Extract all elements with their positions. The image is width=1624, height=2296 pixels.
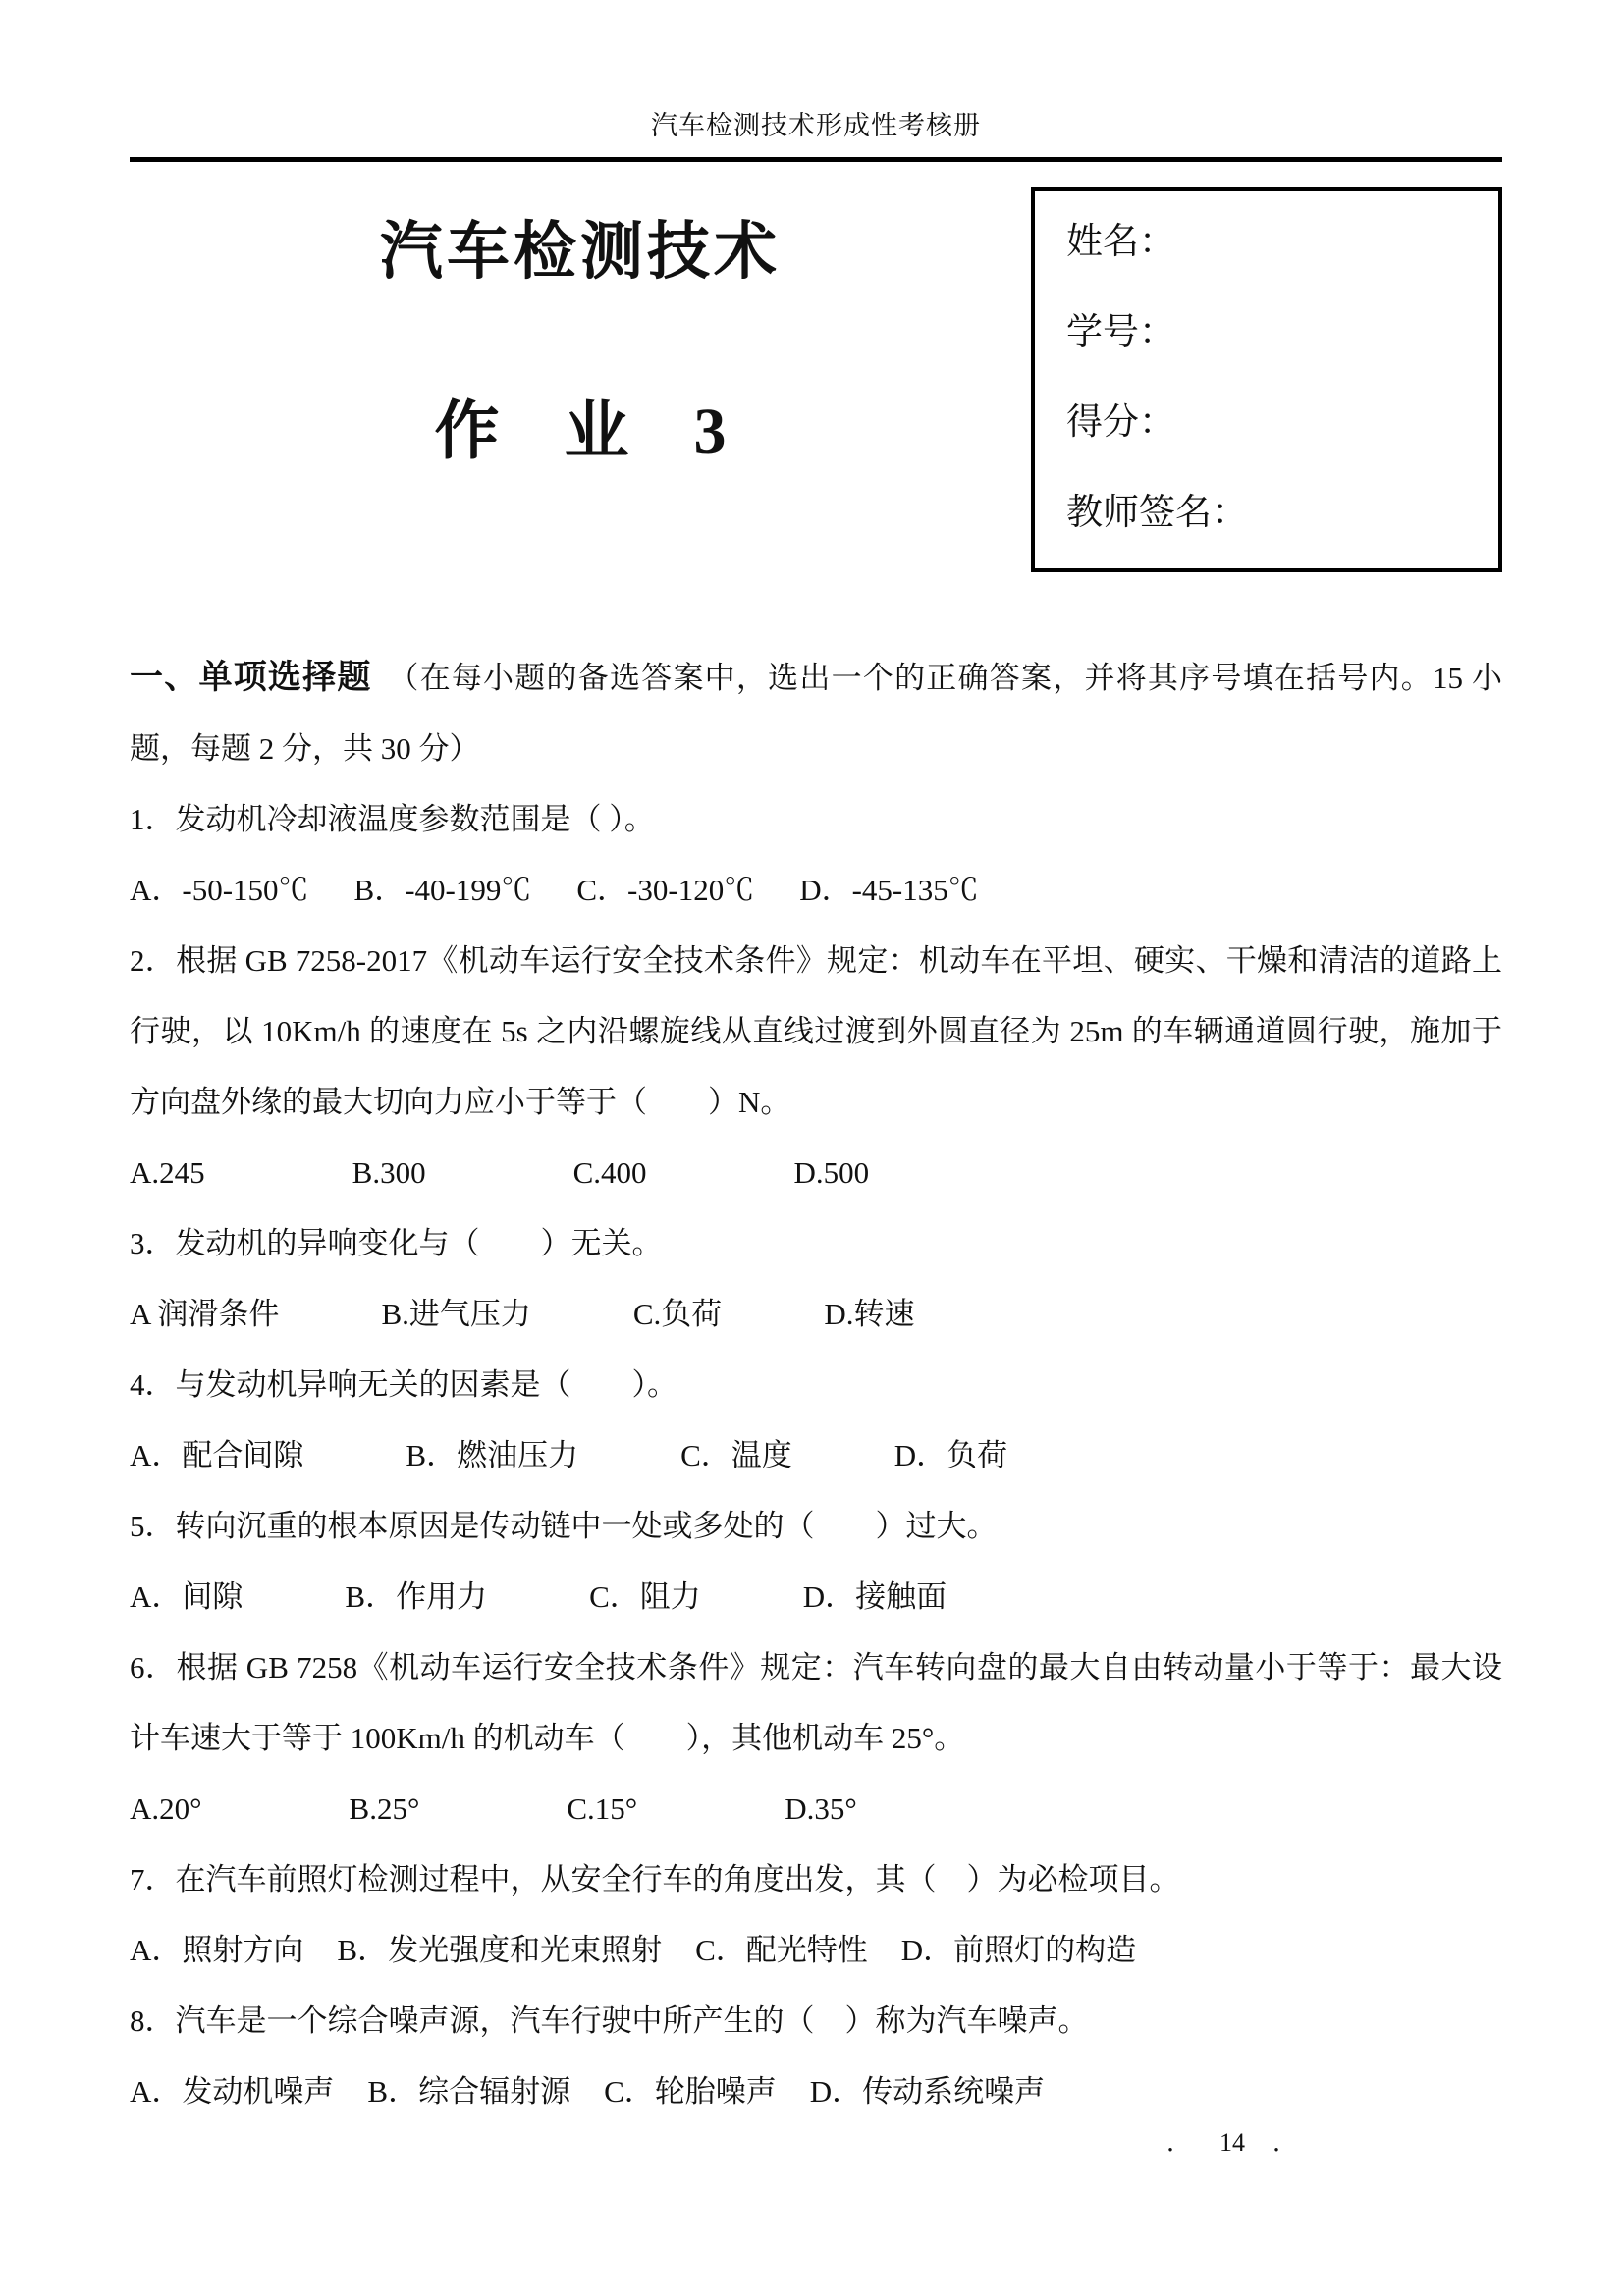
question-options bbox=[130, 855, 1502, 926]
option-a: A.20° bbox=[130, 1791, 202, 1826]
option-a: A．配合间隙 bbox=[130, 1438, 304, 1472]
question-text: 7．在汽车前照灯检测过程中，从安全行车的角度出发，其（ ）为必检项目。 bbox=[130, 1862, 1180, 1896]
option-d: D．传动系统噪声 bbox=[809, 2074, 1046, 2109]
course-title: 汽车检测技术 bbox=[380, 217, 781, 287]
question-4 bbox=[130, 1350, 1502, 1491]
section-heading-instructions: （在每小题的备选答案中，选出一个的正确答案，并将其序号填在括号内。15 小题，每题 2 分，共 30 分） bbox=[130, 661, 1502, 766]
question-options bbox=[130, 1774, 1502, 1844]
option-c: C.15° bbox=[567, 1791, 638, 1826]
option-b: B．作用力 bbox=[345, 1579, 488, 1614]
question-options bbox=[130, 1420, 1502, 1491]
option-c: C．阻力 bbox=[589, 1579, 701, 1614]
question-2 bbox=[130, 926, 1502, 1208]
option-a: A．照射方向 bbox=[130, 1933, 304, 1967]
option-c: C．配光特性 bbox=[695, 1933, 868, 1967]
option-b: B.25° bbox=[349, 1791, 420, 1826]
question-section bbox=[130, 643, 1502, 2127]
question-8 bbox=[130, 1986, 1502, 2127]
assignment-title: 作 业 3 bbox=[434, 396, 727, 467]
option-b: B．综合辐射源 bbox=[367, 2074, 571, 2109]
question-options bbox=[130, 2056, 1502, 2127]
question-text: 4．与发动机异响无关的因素是（ ）。 bbox=[130, 1367, 677, 1402]
student-id-field-label: 学号： bbox=[1066, 312, 1175, 352]
question-text: 5．转向沉重的根本原因是传动链中一处或多处的（ ）过大。 bbox=[130, 1509, 998, 1543]
title-column bbox=[130, 187, 1031, 471]
option-d: D．前照灯的构造 bbox=[900, 1933, 1137, 1967]
title-block bbox=[130, 187, 1502, 580]
option-b: B.300 bbox=[352, 1155, 426, 1190]
footer-right-dot: ． bbox=[1272, 2128, 1299, 2157]
page-footer bbox=[1166, 2128, 1298, 2158]
section-heading-title: 一、单项选择题 bbox=[130, 660, 372, 696]
option-d: D．负荷 bbox=[893, 1438, 1008, 1472]
question-1 bbox=[130, 784, 1502, 926]
question-text: 2．根据 GB 7258-2017《机动车运行安全技术条件》规定：机动车在平坦、硬实、干燥和清洁的道路上行驶，以 10Km/h 的速度在 5s 之内沿螺旋线从直线过渡到外圆直径为 25m 的车辆通道圆行驶，施加于方向盘外缘的最大切向力应小于等于（ ）N。 bbox=[130, 943, 1502, 1119]
option-a: A.245 bbox=[130, 1155, 205, 1190]
teacher-signature-field-label: 教师签名： bbox=[1066, 493, 1248, 533]
question-6 bbox=[130, 1632, 1502, 1844]
option-b: B．-40-199℃ bbox=[353, 873, 532, 907]
option-c: C.负荷 bbox=[632, 1297, 723, 1331]
option-b: B．燃油压力 bbox=[406, 1438, 579, 1472]
option-b: B.进气压力 bbox=[381, 1297, 531, 1331]
question-3 bbox=[130, 1208, 1502, 1350]
question-text: 3．发动机的异响变化与（ ）无关。 bbox=[130, 1226, 663, 1260]
running-header: 汽车检测技术形成性考核册 bbox=[651, 111, 981, 140]
header-rule bbox=[130, 157, 1502, 162]
section-heading bbox=[130, 643, 1502, 784]
option-c: C．轮胎噪声 bbox=[604, 2074, 777, 2109]
option-b: B．发光强度和光束照射 bbox=[337, 1933, 663, 1967]
option-a: A．间隙 bbox=[130, 1579, 244, 1614]
option-c: C.400 bbox=[572, 1155, 647, 1190]
question-text: 8．汽车是一个综合噪声源，汽车行驶中所产生的（ ）称为汽车噪声。 bbox=[130, 2003, 1089, 2038]
question-text: 1．发动机冷却液温度参数范围是（ ）。 bbox=[130, 802, 655, 836]
score-field-label: 得分： bbox=[1066, 402, 1175, 443]
option-d: D.35° bbox=[785, 1791, 857, 1826]
option-a: A．发动机噪声 bbox=[130, 2074, 335, 2109]
question-options bbox=[130, 1915, 1502, 1986]
option-a: A 润滑条件 bbox=[130, 1297, 280, 1331]
option-d: D．-45-135℃ bbox=[799, 873, 979, 907]
option-d: D．接触面 bbox=[802, 1579, 947, 1614]
footer-left-dot: ． bbox=[1166, 2128, 1193, 2157]
option-c: C．温度 bbox=[680, 1438, 792, 1472]
question-text: 6．根据 GB 7258《机动车运行安全技术条件》规定：汽车转向盘的最大自由转动量小于等于：最大设计车速大于等于 100Km/h 的机动车（ ），其他机动车 25°。 bbox=[130, 1650, 1502, 1755]
option-d: D.500 bbox=[793, 1155, 870, 1190]
option-c: C．-30-120℃ bbox=[576, 873, 755, 907]
option-d: D.转速 bbox=[824, 1297, 915, 1331]
question-options bbox=[130, 1138, 1502, 1208]
question-7 bbox=[130, 1844, 1502, 1986]
question-options bbox=[130, 1562, 1502, 1632]
name-field-label: 姓名： bbox=[1066, 222, 1175, 262]
page-number: 14 bbox=[1219, 2128, 1246, 2157]
option-a: A．-50-150℃ bbox=[130, 873, 309, 907]
question-options bbox=[130, 1279, 1502, 1350]
question-5 bbox=[130, 1491, 1502, 1632]
student-info-box bbox=[1031, 187, 1502, 572]
